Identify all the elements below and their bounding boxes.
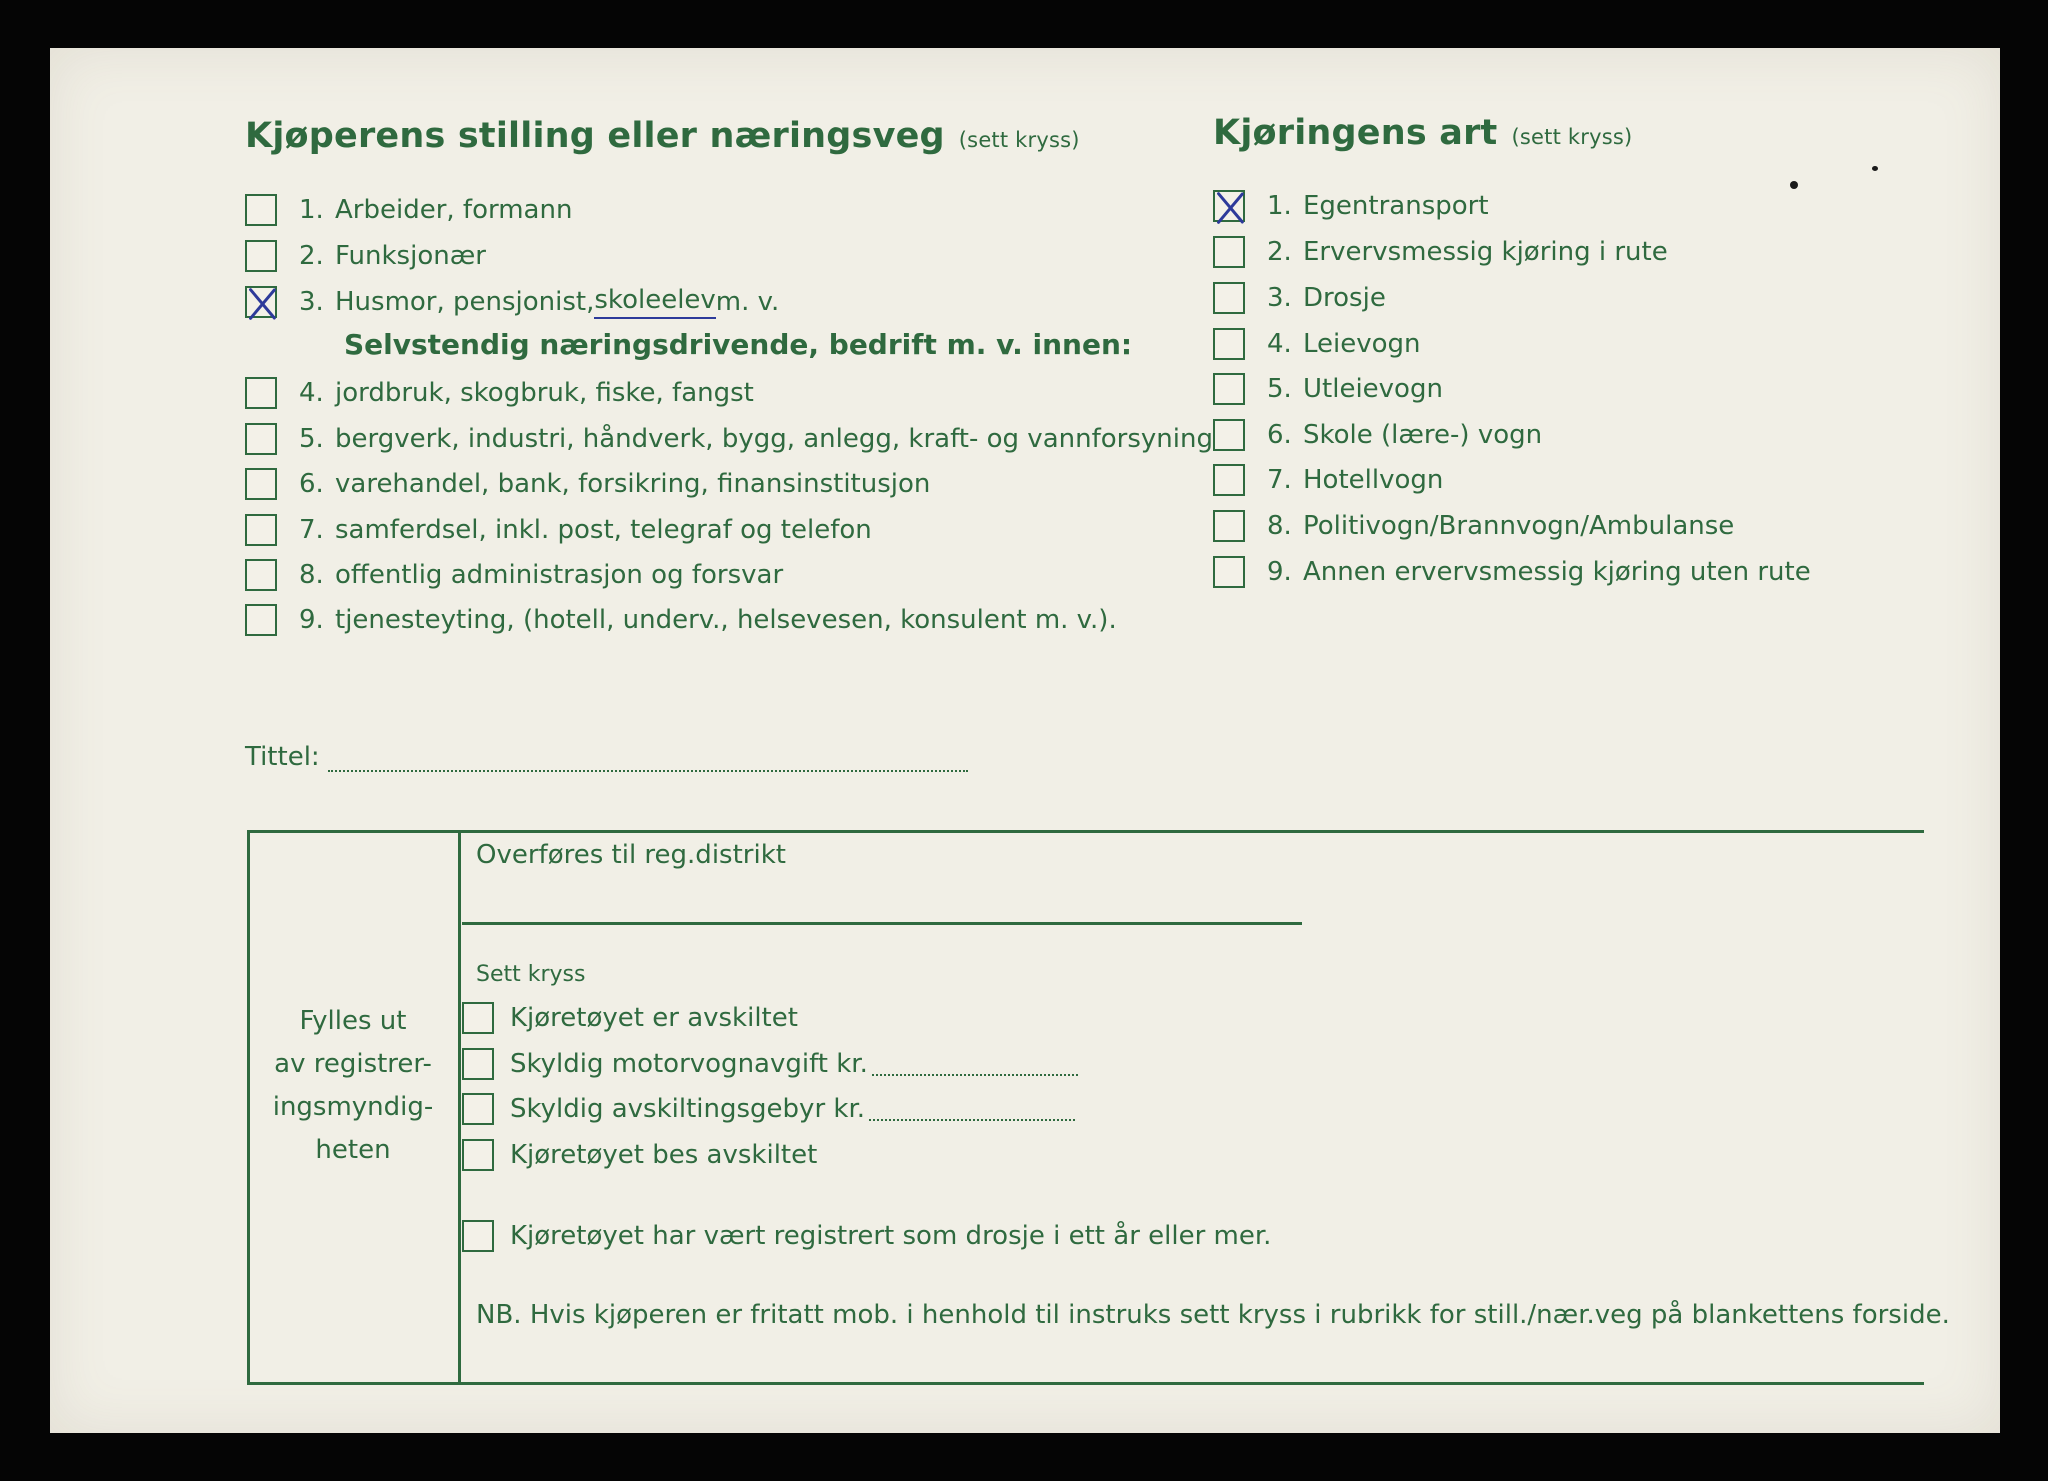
nb-note: NB. Hvis kjøperen er fritatt mob. i henhold til instruks sett kryss i rubrikk for still./nær.veg på blankettens forside.	[476, 1300, 1950, 1330]
ink-speck	[1790, 181, 1798, 189]
occupation-option-2[interactable]	[245, 237, 486, 275]
option-label: Kjøretøyet har vært registrert som drosje i ett år eller mer.	[510, 1221, 1272, 1251]
checkbox[interactable]	[462, 1093, 494, 1125]
buyer-occupation-note: (sett kryss)	[958, 128, 1080, 152]
self-employed-subheading: Selvstendig næringsdrivende, bedrift m. v. innen:	[344, 328, 1133, 361]
checkbox[interactable]	[462, 1139, 494, 1171]
side-label-line: heten	[315, 1135, 391, 1165]
option-number: 9.	[299, 605, 324, 635]
option-label-suffix: m. v.	[715, 287, 780, 317]
checkbox-checked[interactable]	[1213, 190, 1245, 222]
option-number: 3.	[1267, 283, 1292, 313]
option-label: samferdsel, inkl. post, telegraf og telefon	[335, 515, 872, 545]
option-label: Drosje	[1303, 283, 1386, 313]
checkbox[interactable]	[1213, 236, 1245, 268]
option-number: 2.	[1267, 237, 1292, 267]
side-label-line: av registrer-	[274, 1049, 432, 1079]
checkbox[interactable]	[462, 1002, 494, 1034]
driving-type-heading	[1213, 113, 1632, 153]
option-number: 4.	[1267, 329, 1292, 359]
driving-option-7[interactable]	[1213, 461, 1443, 499]
option-label: Arbeider, formann	[335, 195, 573, 225]
transfer-district-label: Overføres til reg.distrikt	[476, 840, 786, 870]
checkbox-checked[interactable]	[245, 286, 277, 318]
sett-kryss-label: Sett kryss	[476, 962, 586, 987]
box-divider	[458, 830, 461, 1385]
option-label: Annen ervervsmessig kjøring uten rute	[1303, 557, 1811, 587]
option-number: 3.	[299, 287, 324, 317]
registry-option-taxi[interactable]	[462, 1217, 1271, 1255]
option-number: 7.	[1267, 465, 1292, 495]
checkbox[interactable]	[245, 604, 277, 636]
option-label: Utleievogn	[1303, 374, 1443, 404]
checkbox[interactable]	[462, 1220, 494, 1252]
driving-option-4[interactable]	[1213, 325, 1421, 363]
checkbox[interactable]	[245, 423, 277, 455]
occupation-option-1[interactable]	[245, 191, 572, 229]
option-number: 8.	[299, 560, 324, 590]
option-number: 8.	[1267, 511, 1292, 541]
option-label: Hotellvogn	[1303, 465, 1444, 495]
option-number: 4.	[299, 378, 324, 408]
driving-type-title: Kjøringens art	[1213, 113, 1498, 153]
box-bottom-border	[247, 1382, 1924, 1385]
checkbox[interactable]	[245, 559, 277, 591]
option-number: 1.	[1267, 191, 1292, 221]
option-number: 1.	[299, 195, 324, 225]
checkbox[interactable]	[1213, 373, 1245, 405]
checkbox[interactable]	[245, 194, 277, 226]
driving-option-5[interactable]	[1213, 370, 1443, 408]
registry-authority-label	[250, 1000, 456, 1172]
checkbox[interactable]	[1213, 510, 1245, 542]
registry-option-deplating-fee[interactable]	[462, 1090, 1075, 1128]
driving-option-3[interactable]	[1213, 279, 1386, 317]
option-label: Funksjonær	[335, 241, 486, 271]
option-label: offentlig administrasjon og forsvar	[335, 560, 784, 590]
option-number: 7.	[299, 515, 324, 545]
checkbox[interactable]	[245, 240, 277, 272]
business-option-6[interactable]	[245, 465, 930, 503]
option-label: Skyldig motorvognavgift kr.	[510, 1049, 868, 1079]
checkbox[interactable]	[1213, 419, 1245, 451]
option-label: Kjøretøyet bes avskiltet	[510, 1140, 818, 1170]
option-label: Leievogn	[1303, 329, 1421, 359]
option-label: varehandel, bank, forsikring, finansinstitusjon	[335, 469, 931, 499]
option-number: 6.	[299, 469, 324, 499]
option-number: 9.	[1267, 557, 1292, 587]
checkbox[interactable]	[245, 514, 277, 546]
registry-option-deplated[interactable]	[462, 999, 798, 1037]
option-label: Ervervsmessig kjøring i rute	[1303, 237, 1668, 267]
driving-option-2[interactable]	[1213, 233, 1668, 271]
side-label-line: ingsmyndig-	[272, 1092, 434, 1122]
box-top-border	[247, 830, 1924, 833]
amount-dotted-line[interactable]	[872, 1052, 1078, 1076]
option-label: Skole (lære-) vogn	[1303, 420, 1543, 450]
option-label: Egentransport	[1303, 191, 1489, 221]
buyer-occupation-title: Kjøperens stilling eller næringsveg	[245, 116, 945, 156]
occupation-option-3[interactable]	[245, 283, 779, 321]
checkbox[interactable]	[1213, 556, 1245, 588]
checkbox[interactable]	[1213, 464, 1245, 496]
option-label: Husmor, pensjonist,	[335, 287, 595, 317]
registry-option-request-deplate[interactable]	[462, 1136, 817, 1174]
option-label: jordbruk, skogbruk, fiske, fangst	[335, 378, 754, 408]
driving-option-9[interactable]	[1213, 553, 1811, 591]
checkbox[interactable]	[245, 468, 277, 500]
option-number: 2.	[299, 241, 324, 271]
checkbox[interactable]	[1213, 328, 1245, 360]
checkbox[interactable]	[462, 1048, 494, 1080]
checkbox[interactable]	[245, 377, 277, 409]
driving-option-8[interactable]	[1213, 507, 1734, 545]
business-option-4[interactable]	[245, 374, 754, 412]
business-option-7[interactable]	[245, 511, 872, 549]
transfer-district-line[interactable]	[462, 922, 1302, 925]
business-option-9[interactable]	[245, 601, 1117, 639]
driving-type-note: (sett kryss)	[1511, 125, 1633, 149]
option-number: 5.	[1267, 374, 1292, 404]
option-number: 6.	[1267, 420, 1292, 450]
driving-option-1[interactable]	[1213, 187, 1489, 225]
option-label: Kjøretøyet er avskiltet	[510, 1003, 798, 1033]
tittel-dotted-line[interactable]	[328, 746, 968, 772]
option-label: bergverk, industri, håndverk, bygg, anlegg, kraft- og vannforsyning	[335, 424, 1213, 454]
checkbox[interactable]	[1213, 282, 1245, 314]
option-label: Politivogn/Brannvogn/Ambulanse	[1303, 511, 1735, 541]
underlined-word: skoleelev	[594, 285, 715, 319]
tittel-label: Tittel:	[245, 742, 320, 772]
business-option-5[interactable]	[245, 420, 1213, 458]
amount-dotted-line[interactable]	[869, 1097, 1075, 1121]
buyer-occupation-heading	[245, 116, 1080, 156]
registry-option-motor-fee[interactable]	[462, 1045, 1078, 1083]
option-label: tjenesteyting, (hotell, underv., helsevesen, konsulent m. v.).	[335, 605, 1117, 635]
option-number: 5.	[299, 424, 324, 454]
side-label-line: Fylles ut	[299, 1006, 407, 1036]
option-label: Skyldig avskiltingsgebyr kr.	[510, 1094, 866, 1124]
ink-speck	[1872, 166, 1878, 171]
tittel-field[interactable]	[245, 742, 968, 772]
driving-option-6[interactable]	[1213, 416, 1542, 454]
business-option-8[interactable]	[245, 556, 783, 594]
